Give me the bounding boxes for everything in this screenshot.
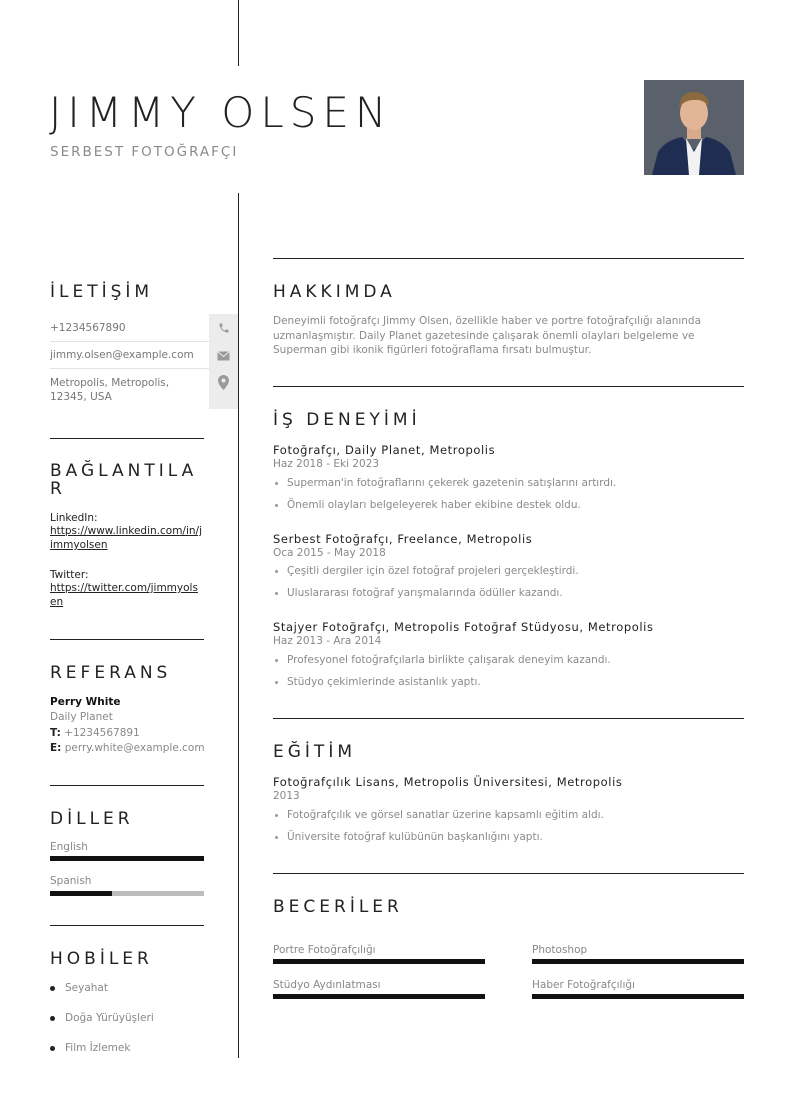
candidate-name: JIMMY OLSEN [49, 88, 393, 137]
reference-phone-label: T: [50, 727, 61, 739]
job-bullet-text: Superman'in fotoğraflarını çekerek gazetenin satışlarını artırdı. [287, 477, 617, 489]
skill-name: Haber Fotoğrafçılığı [532, 979, 635, 991]
reference-section-title: REFERANS [50, 663, 172, 683]
reference-name: Perry White [50, 696, 121, 708]
job-date: Haz 2018 - Eki 2023 [273, 458, 380, 470]
vertical-divider-top [238, 0, 239, 66]
job-title: Fotoğrafçı, Daily Planet, Metropolis [273, 443, 496, 457]
bullet-icon [275, 836, 278, 839]
hobby-label: Film İzlemek [65, 1042, 131, 1054]
experience-section-title: İŞ DENEYİMİ [273, 410, 421, 430]
bullet-icon [275, 482, 278, 485]
education-degree: Fotoğrafçılık Lisans, Metropolis Üniversitesi, Metropolis [273, 775, 623, 789]
location-pin-icon [209, 369, 238, 409]
about-section-title: HAKKIMDA [273, 282, 396, 302]
bullet-icon [275, 814, 278, 817]
candidate-role: SERBEST FOTOĞRAFÇI [50, 144, 239, 160]
about-text: Deneyimli fotoğrafçı Jimmy Olsen, özellikle haber ve portre fotoğrafçılığı alanında uzmanlaşmıştır. Daily Planet gazetesinde çalışarak önemli olayları belgeleme ve Superman gibi ikonik figürleri fotoğraflama fırsatı bulmuştur. [273, 315, 702, 356]
job-title: Serbest Fotoğrafçı, Freelance, Metropolis [273, 532, 533, 546]
link-item-twitter [50, 569, 202, 609]
job-bullet-text: Çeşitli dergiler için özel fotoğraf projeleri gerçekleştirdi. [287, 565, 579, 577]
envelope-icon [209, 342, 238, 369]
contact-email[interactable]: jimmy.olsen@example.com [50, 349, 194, 361]
bullet-icon [275, 504, 278, 507]
divider [50, 639, 204, 640]
hobby-item [50, 1012, 154, 1024]
skill-level-bar [273, 994, 485, 999]
reference-email[interactable]: perry.white@example.com [64, 742, 205, 754]
linkedin-label: LinkedIn: [50, 512, 98, 524]
bullet-icon [275, 659, 278, 662]
divider [50, 785, 204, 786]
language-level-fill [50, 891, 112, 896]
skill-name: Portre Fotoğrafçılığı [273, 944, 376, 956]
education-year: 2013 [273, 790, 300, 802]
education-bullet [275, 831, 543, 843]
linkedin-link[interactable]: https://www.linkedin.com/in/jimmyolsen [50, 525, 202, 551]
job-bullet-text: Uluslararası fotoğraf yarışmalarında ödüller kazandı. [287, 587, 563, 599]
skills-section-title: BECERİLER [273, 897, 403, 917]
job-bullet-text: Stüdyo çekimlerinde asistanlık yaptı. [287, 676, 481, 688]
job-bullet-text: Profesyonel fotoğrafçılarla birlikte çalışarak deneyim kazandı. [287, 654, 611, 666]
job-date: Oca 2015 - May 2018 [273, 547, 386, 559]
education-bullet-text: Üniversite fotoğraf kulübünün başkanlığını yaptı. [287, 831, 543, 843]
contact-phone-row [50, 314, 238, 342]
divider [273, 258, 744, 259]
job-bullet-text: Önemli olayları belgeleyerek haber ekibine destek oldu. [287, 499, 581, 511]
job-bullet [275, 499, 581, 511]
language-name: Spanish [50, 875, 92, 887]
reference-email-line [50, 742, 205, 754]
twitter-link[interactable]: https://twitter.com/jimmyolsen [50, 582, 198, 608]
hobby-item [50, 1042, 130, 1054]
contact-address: Metropolis, Metropolis, 12345, USA [50, 377, 170, 403]
language-level-bar [50, 856, 204, 861]
job-bullet [275, 676, 481, 688]
language-name: English [50, 841, 88, 853]
bullet-icon [275, 570, 278, 573]
languages-section-title: DİLLER [50, 809, 134, 829]
skill-name: Stüdyo Aydınlatması [273, 979, 381, 991]
reference-phone-line [50, 727, 140, 739]
divider [50, 925, 204, 926]
skill-level-bar [532, 994, 744, 999]
contact-phone[interactable]: +1234567890 [50, 322, 126, 334]
education-bullet-text: Fotoğrafçılık ve görsel sanatlar üzerine kapsamlı eğitim aldı. [287, 809, 604, 821]
language-level-bar [50, 891, 204, 896]
job-bullet [275, 565, 579, 577]
bullet-icon [50, 1046, 55, 1051]
twitter-label: Twitter: [50, 569, 89, 581]
vertical-divider-main [238, 193, 239, 1058]
education-bullet [275, 809, 604, 821]
hobby-item [50, 982, 108, 994]
job-title: Stajyer Fotoğrafçı, Metropolis Fotoğraf Stüdyosu, Metropolis [273, 620, 654, 634]
bullet-icon [50, 1016, 55, 1021]
hobby-label: Doğa Yürüyüşleri [65, 1012, 154, 1024]
contact-email-row [50, 342, 238, 369]
reference-email-label: E: [50, 742, 62, 754]
job-date: Haz 2013 - Ara 2014 [273, 635, 382, 647]
bullet-icon [50, 986, 55, 991]
divider [273, 718, 744, 719]
divider [273, 873, 744, 874]
skill-level-bar [273, 959, 485, 964]
job-bullet [275, 477, 616, 489]
skill-level-bar [532, 959, 744, 964]
bullet-icon [275, 681, 278, 684]
link-item-linkedin [50, 512, 202, 552]
job-bullet [275, 654, 611, 666]
hobby-label: Seyahat [65, 982, 108, 994]
education-section-title: EĞİTİM [273, 742, 356, 762]
profile-photo [644, 80, 744, 175]
language-level-fill [50, 856, 204, 861]
divider [273, 386, 744, 387]
phone-icon [209, 314, 238, 342]
contact-section-title: İLETİŞİM [50, 282, 154, 302]
contact-address-row [50, 369, 238, 409]
skill-name: Photoshop [532, 944, 588, 956]
job-bullet [275, 587, 563, 599]
divider [50, 438, 204, 439]
hobbies-section-title: HOBİLER [50, 949, 153, 969]
reference-phone[interactable]: +1234567891 [64, 727, 140, 739]
reference-org: Daily Planet [50, 711, 113, 723]
links-section-title: BAĞLANTILAR [50, 461, 198, 499]
bullet-icon [275, 592, 278, 595]
